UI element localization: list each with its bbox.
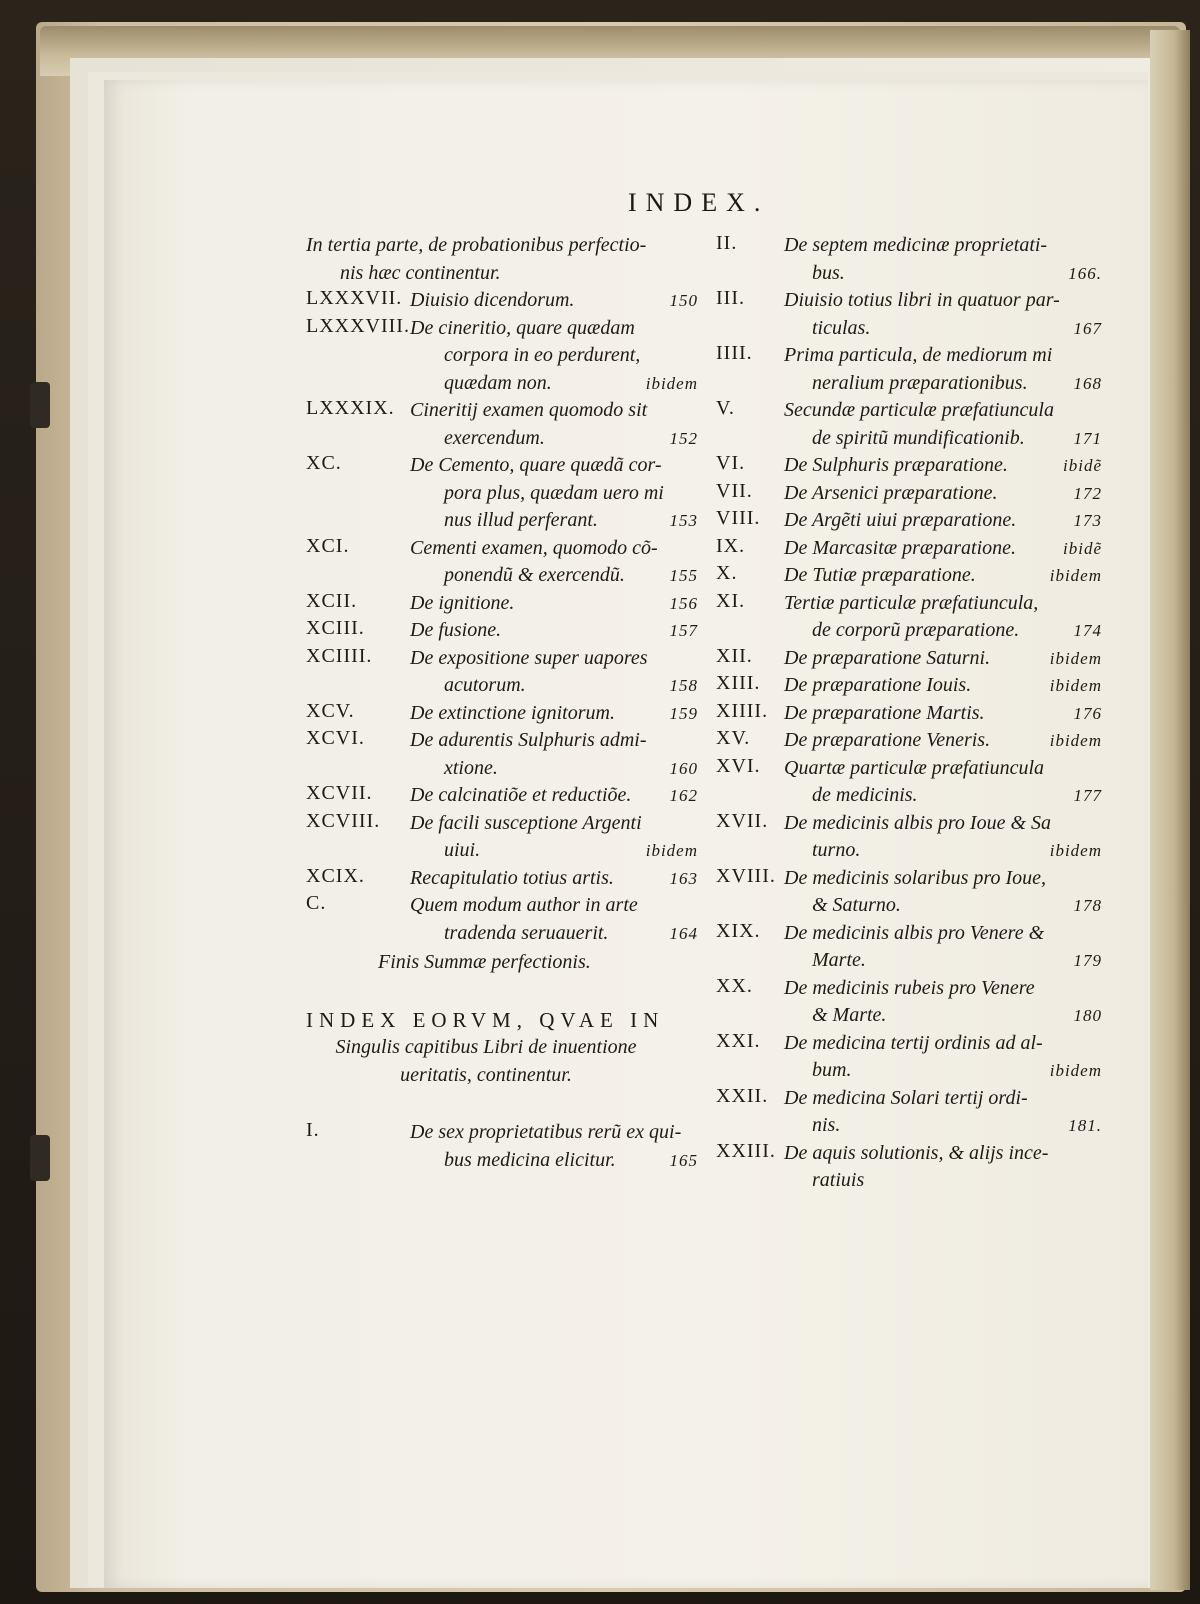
entry-line-text: Marte.	[812, 949, 866, 971]
index-entry	[716, 920, 1102, 975]
chapter-number: XXI.	[716, 1029, 761, 1052]
entry-line-text: de medicinis.	[812, 784, 918, 806]
chapter-number: XCVIII.	[306, 809, 381, 832]
entry-line	[784, 755, 1102, 783]
entry-line-text: De Argẽti uiui præparatione.	[784, 509, 1017, 531]
binding-fore-edge	[1150, 30, 1190, 1590]
entry-line-text: De præparatione Martis.	[784, 701, 985, 724]
chapter-number: XCVII.	[306, 782, 373, 804]
index-entry	[306, 287, 698, 315]
index-entry	[716, 975, 1102, 1030]
entry-line	[784, 232, 1102, 260]
index-entry	[716, 232, 1102, 287]
chapter-number: VIII.	[716, 507, 761, 529]
entry-text	[784, 342, 1102, 397]
entry-line	[784, 562, 1102, 590]
entry-line	[784, 700, 1102, 728]
entry-line	[410, 837, 698, 865]
left-column	[306, 232, 698, 1174]
entry-text	[784, 287, 1102, 342]
index-entry	[716, 507, 1102, 535]
index-entry	[716, 287, 1102, 342]
clasp-upper	[30, 382, 50, 428]
entry-line-text: De Sulphuris præparatione.	[784, 454, 1008, 476]
entry-line	[784, 452, 1102, 480]
chapter-number: C.	[306, 892, 327, 914]
entry-line	[784, 397, 1102, 425]
entry-text	[410, 782, 698, 810]
index-entry	[716, 645, 1102, 673]
entry-line	[784, 1030, 1102, 1058]
chapter-number: XCV.	[306, 699, 355, 722]
entry-text	[784, 727, 1102, 755]
right-column	[716, 232, 1102, 1195]
page-number: 158	[669, 676, 698, 695]
entry-line	[784, 645, 1102, 673]
entry-line	[784, 837, 1102, 865]
index-entry	[716, 535, 1102, 563]
entry-text	[784, 975, 1102, 1030]
entry-line	[784, 892, 1102, 920]
entry-text	[410, 315, 698, 398]
entry-text	[410, 397, 698, 452]
page-number: 176	[1073, 703, 1102, 723]
entry-line-text: De adurentis Sulphuris admi-	[410, 729, 647, 751]
entry-text	[784, 645, 1102, 673]
chapter-number: XI.	[716, 589, 746, 612]
entry-text	[784, 1085, 1102, 1140]
page-number: ibidem	[645, 373, 698, 393]
entry-line-text: Recapitulatio totius artis.	[410, 866, 614, 889]
entry-text	[410, 892, 698, 947]
chapter-number: XV.	[716, 727, 751, 749]
index-entry	[306, 645, 698, 700]
entry-line-text: Cementi examen, quomodo cõ-	[410, 536, 658, 559]
entry-line	[410, 1119, 698, 1147]
page-number: 168	[1073, 373, 1102, 393]
chapter-number: IIII.	[716, 342, 753, 364]
entry-line	[784, 1140, 1102, 1168]
page-number: 150	[669, 291, 698, 310]
page-number: 156	[669, 593, 698, 613]
entry-line-text: neralium præparationibus.	[812, 371, 1028, 394]
chapter-number: XVIII.	[716, 864, 776, 887]
chapter-number: VII.	[716, 479, 753, 502]
page-number: ibidem	[1049, 566, 1102, 585]
page-number: 167	[1073, 318, 1102, 338]
page-number: ibidem	[1049, 648, 1102, 668]
entry-line-text: De extinctione ignitorum.	[410, 701, 615, 724]
entry-line	[410, 287, 698, 315]
index-entry	[306, 315, 698, 398]
page-number: 162	[669, 786, 698, 805]
entry-line	[784, 947, 1102, 975]
chapter-number: XX.	[716, 974, 753, 997]
entry-line-text: De præparatione Saturni.	[784, 646, 991, 669]
chapter-number: I.	[306, 1119, 320, 1141]
entry-line	[410, 700, 698, 728]
entry-line-text: De Arsenici præparatione.	[784, 481, 998, 504]
entry-line	[784, 1167, 1102, 1195]
entry-line	[410, 645, 698, 673]
entry-line-text: De medicina Solari tertij ordi-	[784, 1086, 1028, 1109]
index-entry	[716, 452, 1102, 480]
index-entry	[306, 782, 698, 810]
entry-line-text: ratiuis	[812, 1169, 865, 1191]
entry-text	[784, 672, 1102, 700]
entry-line-text: De facili susceptione Argenti	[410, 811, 642, 834]
entry-line	[784, 480, 1102, 508]
index-entry	[716, 700, 1102, 728]
entry-line	[410, 617, 698, 645]
entry-line-text: De calcinatiõe et reductiõe.	[410, 784, 632, 806]
page-number: 159	[669, 703, 698, 723]
entry-line-text: & Marte.	[812, 1004, 887, 1026]
entry-line	[784, 260, 1102, 288]
index-entry	[716, 342, 1102, 397]
entry-line-text: De præparatione Iouis.	[784, 674, 972, 696]
entry-line	[784, 727, 1102, 755]
entry-line-text: Quartæ particulæ præfatiuncula	[784, 756, 1045, 779]
entry-text	[410, 645, 698, 700]
entry-line	[784, 782, 1102, 810]
entry-line	[410, 727, 698, 755]
entry-line-text: bum.	[812, 1059, 852, 1081]
entry-text	[410, 727, 698, 782]
index-entry	[716, 397, 1102, 452]
chapter-number: XIIII.	[716, 699, 769, 722]
entry-text	[784, 590, 1102, 645]
page-number: 173	[1073, 511, 1102, 530]
chapter-number: XXII.	[716, 1084, 769, 1107]
page-number: ibidem	[1049, 841, 1102, 860]
entry-text	[784, 1140, 1102, 1195]
running-head: INDEX.	[628, 188, 770, 217]
entry-line	[784, 370, 1102, 398]
entry-line	[784, 1085, 1102, 1113]
entry-line-text: De præparatione Veneris.	[784, 729, 991, 751]
entry-line	[410, 590, 698, 618]
entry-text	[784, 397, 1102, 452]
page-number: 180	[1073, 1006, 1102, 1025]
page-number: ibidem	[1049, 1061, 1102, 1080]
entry-line	[410, 672, 698, 700]
entry-line-text: Quem modum author in arte	[410, 894, 638, 916]
entry-text	[410, 287, 698, 315]
entry-line-text: pora plus, quædam uero mi	[444, 481, 664, 504]
page-number: ibidem	[645, 841, 698, 860]
index-entry	[716, 1140, 1102, 1195]
entry-text	[784, 480, 1102, 508]
page-number: ibidem	[1049, 676, 1102, 695]
entry-line	[784, 342, 1102, 370]
chapter-number: XCIIII.	[306, 644, 373, 667]
entry-line-text: nus illud perferant.	[444, 509, 598, 531]
entry-line-text: De expositione super uapores	[410, 646, 648, 669]
entry-line	[784, 1002, 1102, 1030]
clasp-lower	[30, 1135, 50, 1181]
entry-line-text: ponendũ & exercendũ.	[444, 564, 625, 586]
entry-text	[410, 700, 698, 728]
chapter-number: XCI.	[306, 534, 350, 557]
intro-line: In tertia parte, de probationibus perfectio-	[306, 234, 647, 256]
page-number: 157	[669, 621, 698, 640]
index-entry	[716, 480, 1102, 508]
entry-line-text: uiui.	[444, 839, 481, 861]
entry-line	[410, 865, 698, 893]
page-number: 155	[669, 566, 698, 585]
entry-line	[784, 425, 1102, 453]
entry-line-text: xtione.	[444, 756, 498, 779]
entry-line-text: bus.	[812, 261, 845, 284]
entry-line	[784, 920, 1102, 948]
entry-line	[410, 507, 698, 535]
entry-line-text: Secundæ particulæ præfatiuncula	[784, 399, 1054, 421]
entry-line-text: De sex proprietatibus rerũ ex qui-	[410, 1121, 682, 1143]
entry-line	[410, 425, 698, 453]
index-entry	[306, 727, 698, 782]
entry-text	[784, 452, 1102, 480]
entry-text	[784, 535, 1102, 563]
entry-line-text: tradenda seruauerit.	[444, 921, 609, 944]
finis-line: Finis Summæ perfectionis.	[378, 951, 591, 973]
index-entry	[306, 590, 698, 618]
entry-line	[410, 755, 698, 783]
page-number: 166.	[1068, 263, 1102, 283]
index-subheading	[306, 1034, 666, 1089]
entry-line	[784, 507, 1102, 535]
chapter-number: XC.	[306, 452, 342, 474]
page-number: 172	[1073, 483, 1102, 503]
entry-line	[410, 782, 698, 810]
entry-line-text: De fusione.	[410, 619, 502, 641]
entry-text	[784, 755, 1102, 810]
entry-line	[784, 535, 1102, 563]
index-entry	[716, 1085, 1102, 1140]
page-number: 171	[1073, 428, 1102, 448]
page-number: 174	[1073, 621, 1102, 640]
entry-line-text: bus medicina elicitur.	[444, 1148, 616, 1171]
index-subheading-line: Singulis capitibus Libri de inuentione	[335, 1036, 637, 1058]
entry-line-text: Tertiæ particulæ præfatiuncula,	[784, 591, 1039, 614]
entry-line	[410, 1147, 698, 1175]
entry-line-text: De Tutiæ præparatione.	[784, 564, 976, 586]
chapter-number: VI.	[716, 452, 746, 474]
entry-text	[410, 1119, 698, 1174]
entry-text	[410, 810, 698, 865]
chapter-number: IX.	[716, 534, 746, 557]
entry-line	[410, 342, 698, 370]
entry-line-text: & Saturno.	[812, 894, 901, 916]
entry-line	[784, 1057, 1102, 1085]
chapter-number: XIX.	[716, 919, 761, 942]
entry-line	[410, 535, 698, 563]
entry-line	[410, 370, 698, 398]
entry-text	[784, 562, 1102, 590]
page-number: ibidẽ	[1063, 456, 1102, 475]
entry-line-text: nis.	[812, 1114, 841, 1136]
chapter-number: XXIII.	[716, 1139, 776, 1162]
index-subheading-line: ueritatis, continentur.	[400, 1063, 572, 1086]
entry-text	[784, 700, 1102, 728]
entry-line	[784, 810, 1102, 838]
chapter-number: XCII.	[306, 589, 358, 612]
chapter-number: XII.	[716, 644, 753, 667]
entry-line-text: De cineritio, quare quædam	[410, 316, 635, 339]
entry-line	[784, 672, 1102, 700]
chapter-number: XCIX.	[306, 864, 365, 887]
entry-line	[784, 975, 1102, 1003]
chapter-number: X.	[716, 562, 738, 584]
entry-line-text: quædam non.	[444, 371, 552, 394]
index-entry	[716, 865, 1102, 920]
page-number: 178	[1073, 896, 1102, 915]
index-entry	[306, 810, 698, 865]
entry-text	[784, 865, 1102, 920]
entry-line-text: de corporũ præparatione.	[812, 619, 1020, 641]
entry-text	[410, 865, 698, 893]
chapter-number: XVI.	[716, 754, 761, 777]
index-entry	[306, 892, 698, 947]
index-entry	[306, 397, 698, 452]
left-entry-list	[306, 287, 698, 947]
entry-line	[784, 287, 1102, 315]
page-number: 152	[669, 428, 698, 448]
entry-text	[784, 1030, 1102, 1085]
index-entry	[716, 755, 1102, 810]
chapter-number: XIII.	[716, 672, 761, 694]
entry-line-text: De medicinis albis pro Venere &	[784, 921, 1045, 944]
entry-line	[410, 920, 698, 948]
entry-line-text: De medicinis rubeis pro Venere	[784, 976, 1035, 999]
entry-line-text: De ignitione.	[410, 591, 515, 614]
entry-line-text: Diuisio totius libri in quatuor par-	[784, 289, 1060, 311]
entry-line-text: De Cemento, quare quædã cor-	[410, 454, 662, 476]
chapter-number: XCVI.	[306, 727, 365, 749]
entry-text	[410, 617, 698, 645]
index-entry	[306, 1119, 698, 1174]
page-number: 160	[669, 758, 698, 778]
index-entry	[716, 810, 1102, 865]
entry-line-text: De aquis solutionis, & alijs ince-	[784, 1141, 1049, 1164]
entry-line	[410, 562, 698, 590]
entry-line	[410, 397, 698, 425]
page-number: 163	[669, 868, 698, 888]
entry-line	[784, 590, 1102, 618]
entry-line	[410, 892, 698, 920]
entry-text	[784, 810, 1102, 865]
entry-line-text: Cineritij examen quomodo sit	[410, 399, 648, 421]
page-number: ibidem	[1049, 731, 1102, 750]
entry-line	[784, 617, 1102, 645]
chapter-number: II.	[716, 232, 738, 254]
entry-line-text: corpora in eo perdurent,	[444, 344, 641, 366]
entry-line-text: Prima particula, de mediorum mi	[784, 344, 1053, 366]
entry-text	[410, 452, 698, 535]
entry-line	[784, 315, 1102, 343]
index-entry	[306, 617, 698, 645]
entry-text	[784, 507, 1102, 535]
entry-line-text: De medicina tertij ordinis ad al-	[784, 1031, 1043, 1054]
entry-line	[784, 1112, 1102, 1140]
entry-text	[410, 590, 698, 618]
index-entry	[306, 700, 698, 728]
entry-line-text: De septem medicinæ proprietati-	[784, 234, 1048, 256]
chapter-number: V.	[716, 397, 735, 419]
entry-line-text: exercendum.	[444, 426, 545, 449]
entry-text	[410, 535, 698, 590]
index-heading: INDEX EORVM, QVAE IN	[306, 1007, 665, 1032]
index-entry	[306, 865, 698, 893]
first-entry	[306, 1119, 698, 1174]
page-number: ibidẽ	[1063, 538, 1102, 558]
index-entry	[306, 535, 698, 590]
entry-line	[410, 810, 698, 838]
entry-line	[784, 865, 1102, 893]
intro-line: nis hæc continentur.	[340, 261, 501, 284]
entry-line	[410, 480, 698, 508]
entry-text	[784, 232, 1102, 287]
chapter-number: LXXXVIII.	[306, 314, 410, 337]
index-entry	[716, 590, 1102, 645]
entry-line-text: ticulas.	[812, 316, 871, 339]
entry-line-text: De Marcasitæ præparatione.	[784, 536, 1017, 559]
page-number: 177	[1073, 786, 1102, 805]
chapter-number: LXXXVII.	[306, 287, 403, 309]
chapter-number: LXXXIX.	[306, 397, 395, 419]
page-number: 164	[669, 923, 698, 943]
entry-line-text: Diuisio dicendorum.	[410, 289, 575, 311]
page-number: 181.	[1068, 1116, 1102, 1135]
chapter-number: III.	[716, 287, 745, 309]
page-number: 153	[669, 511, 698, 530]
entry-line-text: turno.	[812, 839, 861, 861]
index-entry	[306, 452, 698, 535]
entry-line-text: de spiritũ mundificationib.	[812, 426, 1025, 449]
index-entry	[716, 1030, 1102, 1085]
index-entry	[716, 562, 1102, 590]
entry-line-text: De medicinis solaribus pro Ioue,	[784, 866, 1047, 889]
entry-line-text: acutorum.	[444, 674, 526, 696]
entry-text	[784, 920, 1102, 975]
page-number: 179	[1073, 951, 1102, 970]
chapter-number: XCIII.	[306, 617, 365, 639]
right-entry-list	[716, 232, 1102, 1195]
index-entry	[716, 727, 1102, 755]
page-number: 165	[669, 1150, 698, 1170]
index-entry	[716, 672, 1102, 700]
chapter-number: XVII.	[716, 809, 769, 832]
entry-line	[410, 315, 698, 343]
section-intro	[306, 232, 698, 287]
entry-line	[410, 452, 698, 480]
entry-line-text: De medicinis albis pro Ioue & Sa	[784, 811, 1052, 834]
